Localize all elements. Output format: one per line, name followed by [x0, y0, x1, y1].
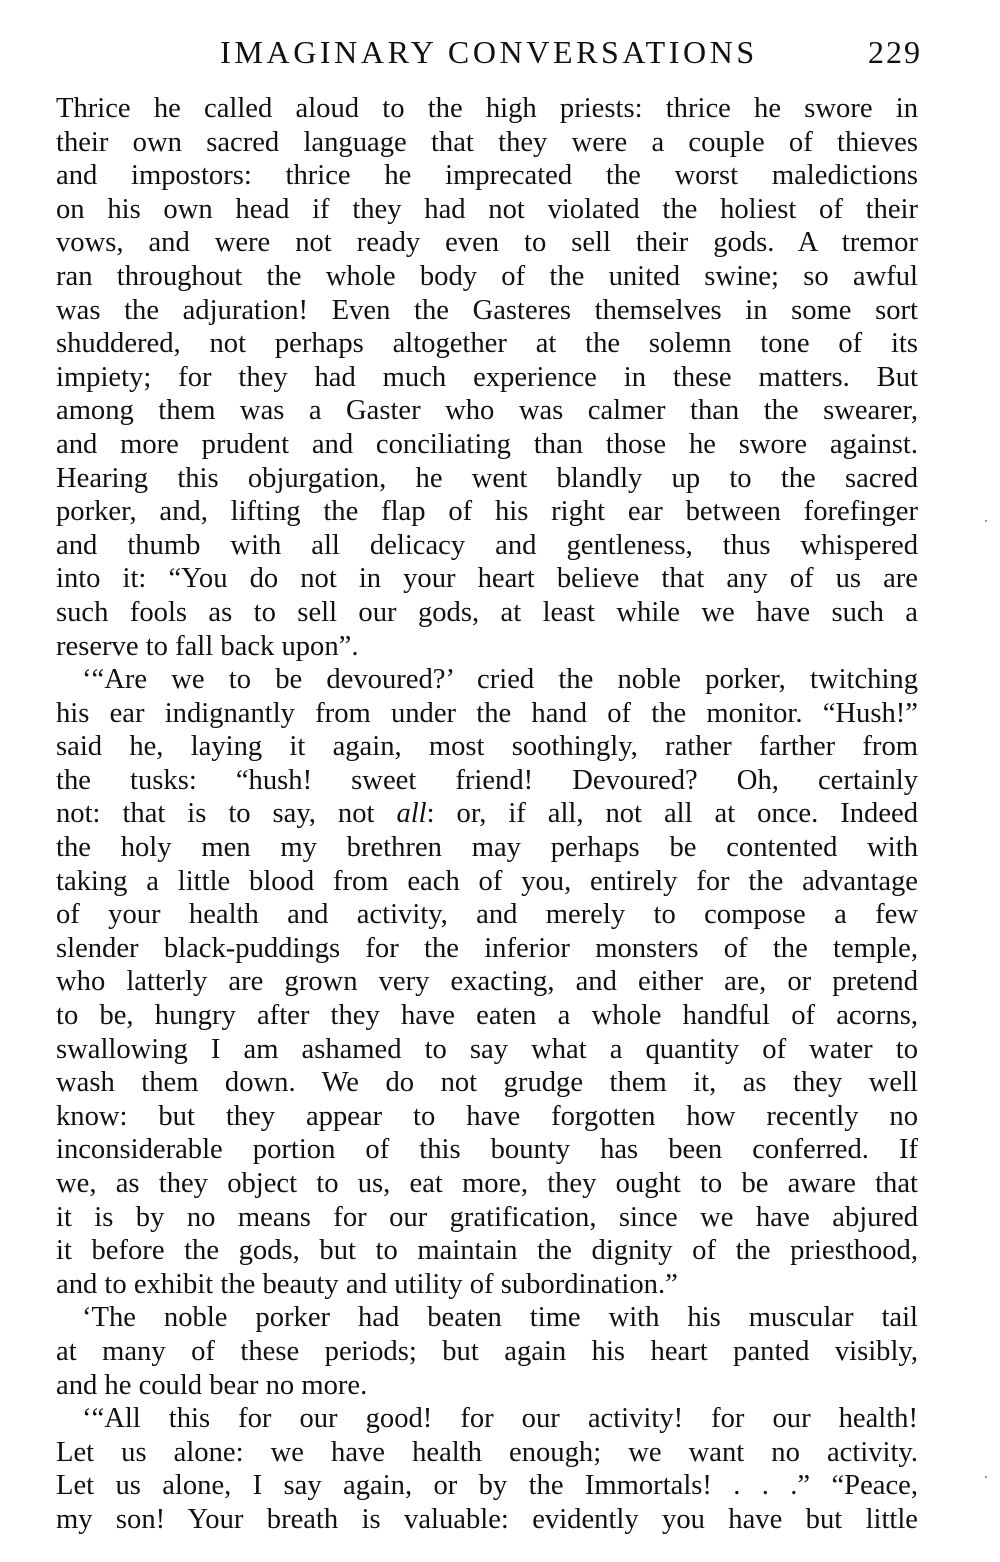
text-line: at many of these periods; but again his heart panted visibly,: [56, 1335, 918, 1367]
text-line: porker, and, lifting the flap of his right ear between forefinger: [56, 496, 918, 528]
text-line-with-emphasis: [56, 797, 918, 831]
text-line: swallowing I am ashamed to say what a quantity of water to: [56, 1033, 918, 1065]
text-line: shuddered, not perhaps altogether at the solemn tone of its: [56, 328, 918, 360]
text-line: Let us alone: we have health enough; we want no activity.: [56, 1436, 918, 1468]
text-line: Let us alone, I say again, or by the Immortals! . . .” “Peace,: [56, 1470, 918, 1502]
text-line: their own sacred language that they were a couple of thieves: [56, 126, 918, 158]
text-line: my son! Your breath is valuable: evidently you have but little: [56, 1503, 918, 1535]
text-line: Thrice he called aloud to the high priests: thrice he swore in: [56, 93, 918, 124]
paragraph-end-line: reserve to fall back upon”.: [56, 630, 359, 662]
paragraph-start-line: ‘“All this for our good! for our activity! for our health!: [82, 1403, 918, 1435]
text-line: his ear indignantly from under the hand of the monitor. “Hush!”: [56, 697, 918, 729]
text-line: the holy men my brethren may perhaps be contented with: [56, 832, 918, 864]
page-number: 229: [868, 34, 922, 70]
text-line: vows, and were not ready even to sell their gods. A tremor: [56, 227, 918, 259]
paragraph-end-line: and to exhibit the beauty and utility of subordination.”: [56, 1268, 678, 1300]
text-line: was the adjuration! Even the Gasteres themselves in some sort: [56, 294, 918, 326]
text-line: impiety; for they had much experience in these matters. But: [56, 361, 918, 393]
text-line: taking a little blood from each of you, entirely for the advantage: [56, 865, 918, 897]
text-line: Hearing this objurgation, he went blandly up to the sacred: [56, 462, 918, 494]
text-line: wash them down. We do not grudge them it, as they well: [56, 1067, 918, 1099]
text-line: we, as they object to us, eat more, they ought to be aware that: [56, 1168, 918, 1199]
paragraph-end-line: and he could bear no more.: [56, 1369, 368, 1401]
text-line: and more prudent and conciliating than those he swore against.: [56, 428, 918, 460]
text-line: on his own head if they had not violated the holiest of their: [56, 193, 918, 225]
line-part: not: that is to say, not all: or, if all, not all at once. Indeed: [56, 798, 919, 830]
emphasis: all: [396, 798, 427, 830]
text-line: into it: “You do not in your heart believe that any of us are: [56, 563, 918, 595]
text-line: who latterly are grown very exacting, and either are, or pretend: [56, 966, 918, 998]
body-text: [56, 92, 918, 1537]
text-line: and thumb with all delicacy and gentleness, thus whispered: [56, 529, 918, 561]
text-line: the tusks: “hush! sweet friend! Devoured? Oh, certainly: [56, 764, 918, 796]
text-line: such fools as to sell our gods, at least while we have such a: [56, 596, 918, 628]
text-line: said he, laying it again, most soothingly, rather farther from: [56, 731, 918, 763]
text-line: of your health and activity, and merely to compose a few: [56, 899, 918, 931]
text-line: ran throughout the whole body of the united swine; so awful: [56, 260, 918, 292]
running-title: IMAGINARY CONVERSATIONS: [220, 34, 758, 70]
text-line: and impostors: thrice he imprecated the worst maledictions: [56, 160, 918, 192]
margin-speck: [985, 520, 987, 522]
text-line: among them was a Gaster who was calmer than the swearer,: [56, 395, 918, 427]
text-line: know: but they appear to have forgotten how recently no: [56, 1100, 918, 1132]
text-line: to be, hungry after they have eaten a whole handful of acorns,: [56, 1000, 918, 1032]
text-line: it before the gods, but to maintain the dignity of the priesthood,: [56, 1235, 918, 1267]
text-line: it is by no means for our gratification, since we have abjured: [56, 1201, 918, 1233]
text-line: slender black-puddings for the inferior monsters of the temple,: [56, 932, 918, 964]
paragraph-start-line: ‘“Are we to be devoured?’ cried the noble porker, twitching: [82, 664, 918, 696]
margin-speck: [985, 1476, 987, 1478]
running-head: [56, 30, 922, 74]
paragraph-start-line: ‘The noble porker had beaten time with his muscular tail: [82, 1302, 918, 1334]
text-line: inconsiderable portion of this bounty has been conferred. If: [56, 1134, 918, 1166]
